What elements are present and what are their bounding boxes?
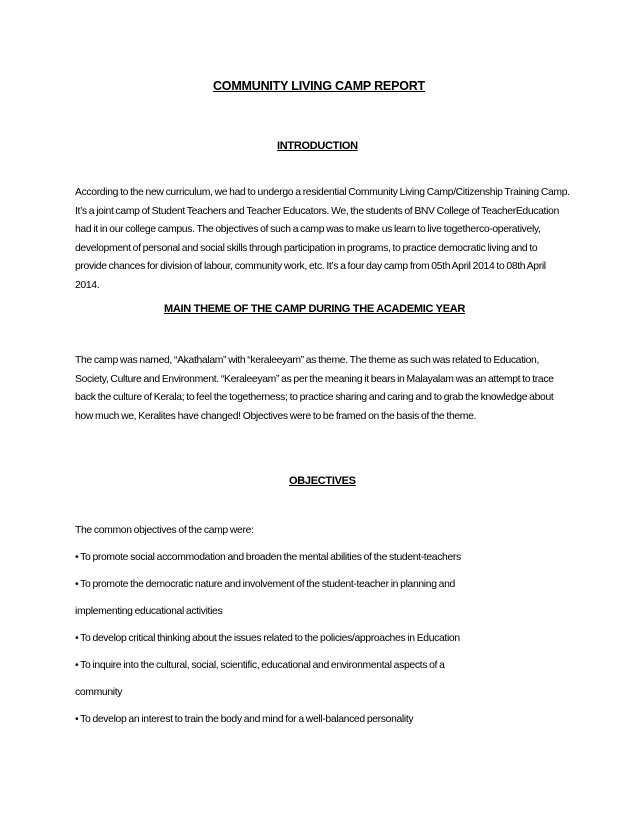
objective-line: • To develop critical thinking about the issues related to the policies/approaches in Education [75, 633, 460, 644]
introduction-heading: INTRODUCTION [277, 140, 358, 152]
objective-line: • To promote social accommodation and broaden the mental abilities of the student-teachers [75, 552, 461, 563]
objective-line-continuation: community [75, 687, 123, 698]
objectives-heading: OBJECTIVES [289, 475, 356, 487]
theme-paragraph: The camp was named, “Akathalam” with “keraleeyam” as theme. The theme as such was related to Education, Society, Culture and Environment. “Keraleeyam” as per the meaning it bears in Malayalam was an attempt to trace back the culture of Kerala; to feel the togetherness; to practice sharing and caring and to grab the knowledge about how much we, Keralites have changed! Objectives were to be framed on the basis of the theme. [75, 355, 554, 422]
objective-line: • To inquire into the cultural, social, scientific, educational and environmental aspects of a [75, 660, 445, 671]
document-title: COMMUNITY LIVING CAMP REPORT [212, 79, 425, 93]
objective-line-continuation: implementing educational activities [75, 606, 223, 617]
objective-line: • To develop an interest to train the body and mind for a well-balanced personality [75, 714, 414, 725]
objectives-intro: The common objectives of the camp were: [75, 525, 254, 536]
theme-heading: MAIN THEME OF THE CAMP DURING THE ACADEMIC YEAR [164, 303, 466, 315]
objective-line: • To promote the democratic nature and involvement of the student-teacher in planning and [75, 579, 455, 590]
introduction-paragraph: According to the new curriculum, we had to undergo a residential Community Living Camp/Citizenship Training Camp. It’s a joint camp of Student Teachers and Teacher Educators. We, the students of BNV College of TeacherEducation had it in our college campus. The objectives of such a camp was to make us learn to live togetherco-operatively, development of personal and social skills through participation in programs, to practice democratic living and to provide chances for division of labour, community work, etc. It’s a four day camp from 05th April 2014 to 08th April 2014. [75, 187, 570, 291]
